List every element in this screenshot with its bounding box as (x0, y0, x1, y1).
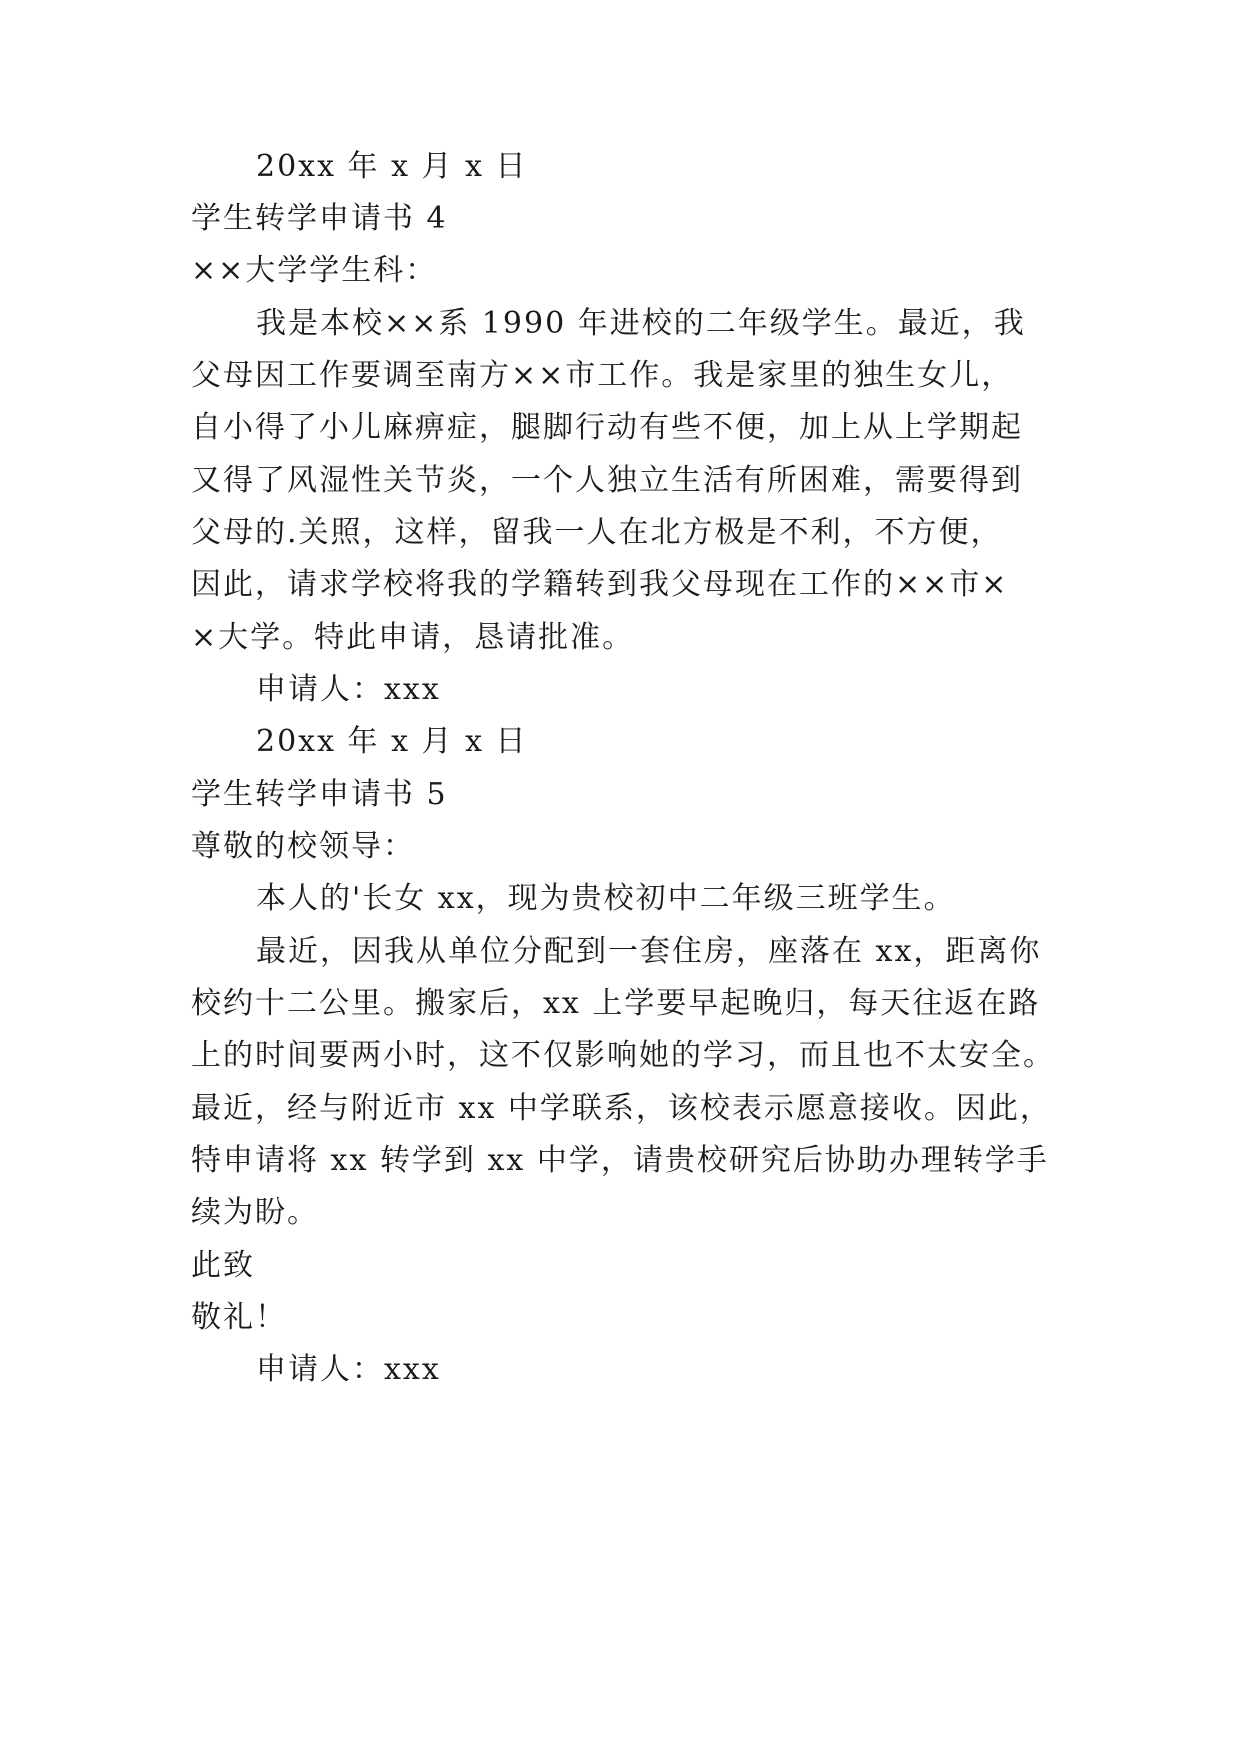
date-line: 20xx 年 x 月 x 日 (256, 149, 528, 184)
body-5-line: 最近，经与附近市 xx 中学联系，该校表示愿意接收。因此， (191, 1091, 1052, 1126)
salutation-5: 尊敬的校领导： (191, 829, 415, 864)
body-4-line: 又得了风湿性关节炎，一个人独立生活有所困难，需要得到 (191, 463, 1023, 498)
body-4-line: ×大学。特此申请，恳请批准。 (191, 620, 635, 655)
body-4-line: 因此，请求学校将我的学籍转到我父母现在工作的××市× (191, 567, 1009, 602)
applicant-line-4: 申请人：xxx (256, 672, 441, 707)
section-title-4: 学生转学申请书 4 (191, 201, 448, 236)
body-5-line: 特申请将 xx 转学到 xx 中学，请贵校研究后协助办理转学手 (191, 1143, 1049, 1178)
section-title-5: 学生转学申请书 5 (191, 777, 448, 812)
salutation-4: ××大学学生科： (191, 253, 438, 288)
body-5-line: 上的时间要两小时，这不仅影响她的学习，而且也不太安全。 (191, 1038, 1055, 1073)
body-4-line: 自小得了小儿麻痹症，腿脚行动有些不便，加上从上学期起 (191, 410, 1023, 445)
body-4-line: 父母因工作要调至南方××市工作。我是家里的独生女儿， (191, 358, 1014, 393)
body-5-line: 校约十二公里。搬家后，xx 上学要早起晚归，每天往返在路 (191, 986, 1041, 1021)
closing-line: 此致 (191, 1248, 255, 1283)
body-4-line: 我是本校××系 1990 年进校的二年级学生。最近，我 (256, 306, 1026, 341)
body-5-line: 最近，因我从单位分配到一套住房，座落在 xx，距离你 (256, 934, 1042, 969)
body-5-line: 续为盼。 (191, 1195, 319, 1230)
closing-line: 敬礼！ (191, 1300, 287, 1335)
date-line-4: 20xx 年 x 月 x 日 (256, 724, 528, 759)
body-5-intro: 本人的'长女 xx，现为贵校初中二年级三班学生。 (256, 881, 956, 916)
body-4-line: 父母的.关照，这样，留我一人在北方极是不利，不方便， (191, 515, 1003, 550)
applicant-line-5: 申请人：xxx (256, 1352, 441, 1387)
